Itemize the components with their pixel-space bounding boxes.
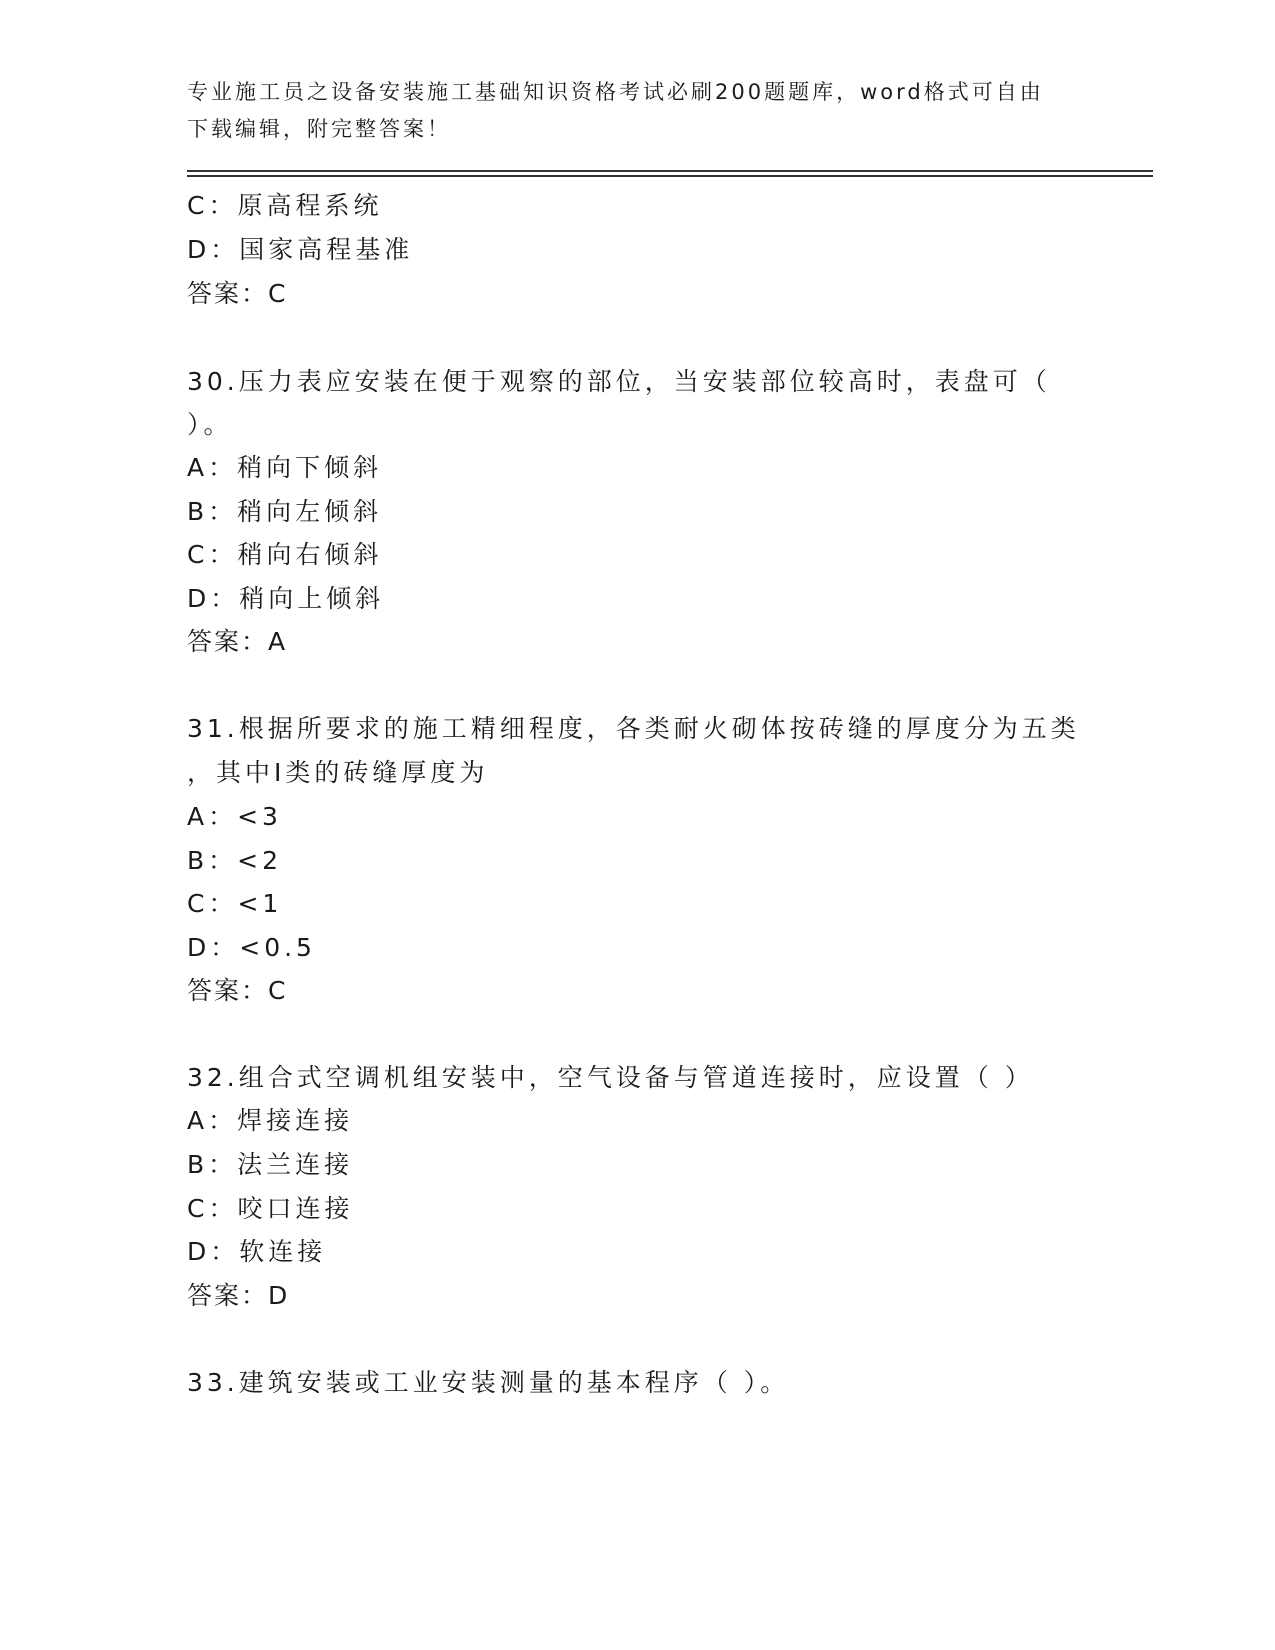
q31-answer: 答案：C (187, 976, 288, 1005)
q29-option-d: D：国家高程基准 (187, 235, 414, 264)
q32-option-c: C：咬口连接 (187, 1194, 354, 1223)
header-rule-top (187, 170, 1153, 172)
q32-stem-line-1: 32.组合式空调机组安装中，空气设备与管道连接时，应设置（ ） (187, 1063, 1034, 1092)
header-title-line-2: 下载编辑，附完整答案！ (187, 117, 451, 141)
q32-option-a: A：焊接连接 (187, 1106, 354, 1135)
q31-stem-line-1: 31.根据所要求的施工精细程度，各类耐火砌体按砖缝的厚度分为五类 (187, 714, 1080, 743)
q32-option-d: D：软连接 (187, 1237, 327, 1266)
q30-option-d: D：稍向上倾斜 (187, 584, 385, 613)
q31-option-b: B：<2 (187, 846, 283, 875)
q32-option-b: B：法兰连接 (187, 1150, 354, 1179)
q32-answer: 答案：D (187, 1281, 290, 1310)
q31-option-a: A：<3 (187, 802, 282, 831)
q30-option-b: B：稍向左倾斜 (187, 497, 383, 526)
q30-stem-line-1: 30.压力表应安装在便于观察的部位，当安装部位较高时，表盘可（ (187, 367, 1051, 396)
q33-stem-line-1: 33.建筑安装或工业安装测量的基本程序（ ）。 (187, 1368, 790, 1397)
q31-stem-line-2: ，其中Ⅰ类的砖缝厚度为 (187, 758, 489, 787)
q29-option-c: C：原高程系统 (187, 191, 383, 220)
q30-stem-line-2: ）。 (187, 410, 233, 439)
q30-option-c: C：稍向右倾斜 (187, 540, 383, 569)
header-title-line-1: 专业施工员之设备安装施工基础知识资格考试必刷200题题库，word格式可自由 (187, 80, 1044, 104)
q31-option-c: C：<1 (187, 889, 283, 918)
q30-answer: 答案：A (187, 627, 288, 656)
document-header (187, 74, 1087, 148)
q30-option-a: A：稍向下倾斜 (187, 453, 383, 482)
q31-option-d: D：<0.5 (187, 933, 316, 962)
q29-answer: 答案：C (187, 279, 288, 308)
header-rule-bottom (187, 175, 1153, 177)
